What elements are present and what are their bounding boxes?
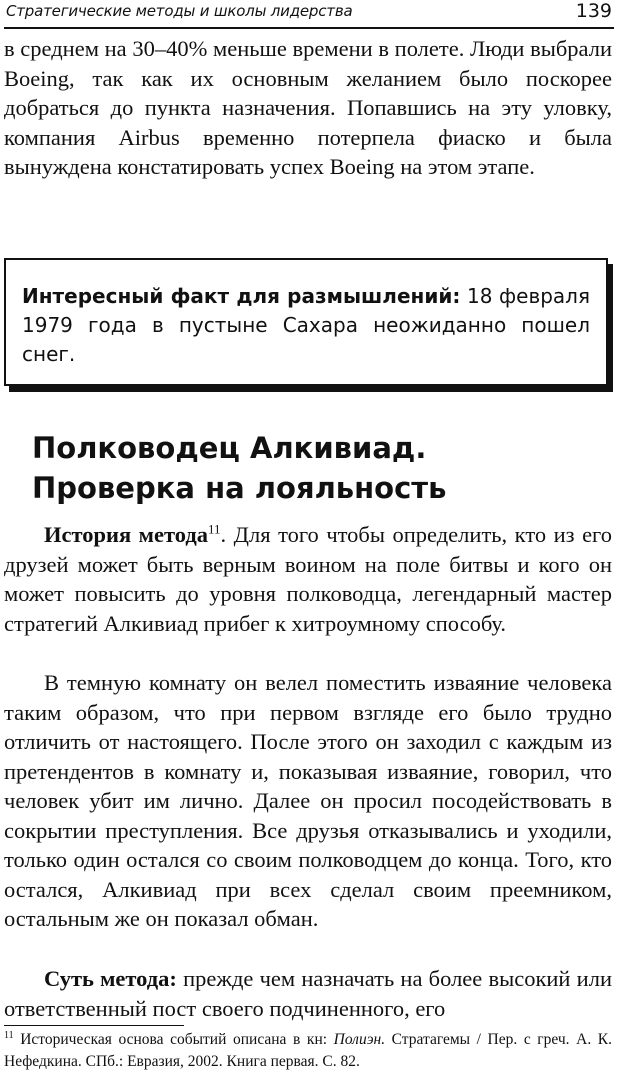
section-title-line2: Проверка на лояльность: [32, 471, 447, 505]
page-number: 139: [575, 0, 612, 22]
story-paragraph: В темную комнату он велел поместить изваяние человека таким образом, что при первом взгляде его было трудно отличить от настоящего. После этого он заходил с каждым из претендентов в комнату и, показывая изваяние, говорил, что человек убит им лично. Далее он просил посодействовать в сокрытии преступления. Все друзья отказывались и уходили, только один остался со своим полководцем до конца. Того, кто остался, Алкивиад при всех сделал своим преемником, остальным же он показал обман.: [4, 670, 612, 931]
footnote: [4, 1029, 612, 1073]
running-header: [0, 0, 620, 36]
fact-box-text: [22, 282, 590, 369]
footnote-author: Полиэн.: [333, 1031, 386, 1048]
footnote-rule: [4, 1025, 184, 1026]
method-essence-paragraph: [4, 964, 612, 1023]
method-history-paragraph: [4, 520, 612, 638]
header-rule: [4, 27, 614, 29]
method-essence-text: прежде чем назначать на более высокий или ответственный пост своего подчиненного, его: [4, 966, 612, 1021]
section-title: [32, 428, 446, 508]
method-history-label: История метода: [44, 522, 208, 547]
fact-box-body: 18 февраля 1979 года в пустыне Сахара неожиданно пошел снег.: [22, 284, 590, 366]
method-history-text: . Для того чтобы определить, кто из его друзей может быть верным воином на поле битвы и кого он может повысить до уровня полководца, легендарный мастер стратегий Алкивиад прибег к хитроумному способу.: [4, 522, 612, 636]
running-title: Стратегические методы и школы лидерства: [6, 2, 353, 20]
fact-box: [4, 258, 608, 386]
fact-box-label: Интересный факт для размышлений:: [22, 284, 461, 308]
section-title-line1: Полководец Алкивиад.: [32, 431, 427, 465]
footnote-reference: 11: [207, 521, 221, 537]
method-essence-label: Суть метода:: [44, 966, 177, 991]
footnote-text-after: Стратагемы / Пер. с греч. А. К. Нефедкина. СПб.: Евразия, 2002. Книга первая. С. 82.: [4, 1031, 612, 1070]
intro-paragraph: в среднем на 30–40% меньше времени в полете. Люди выбрали Boeing, так как их основным желанием было поскорее добраться до пункта назначения. Попавшись на эту уловку, компания Airbus временно потерпела фиаско и была вынуждена констатировать успех Boeing на этом этапе.: [4, 36, 612, 179]
footnote-number: 11: [4, 1029, 14, 1041]
footnote-text-before: Историческая основа событий описана в кн:: [13, 1031, 334, 1048]
